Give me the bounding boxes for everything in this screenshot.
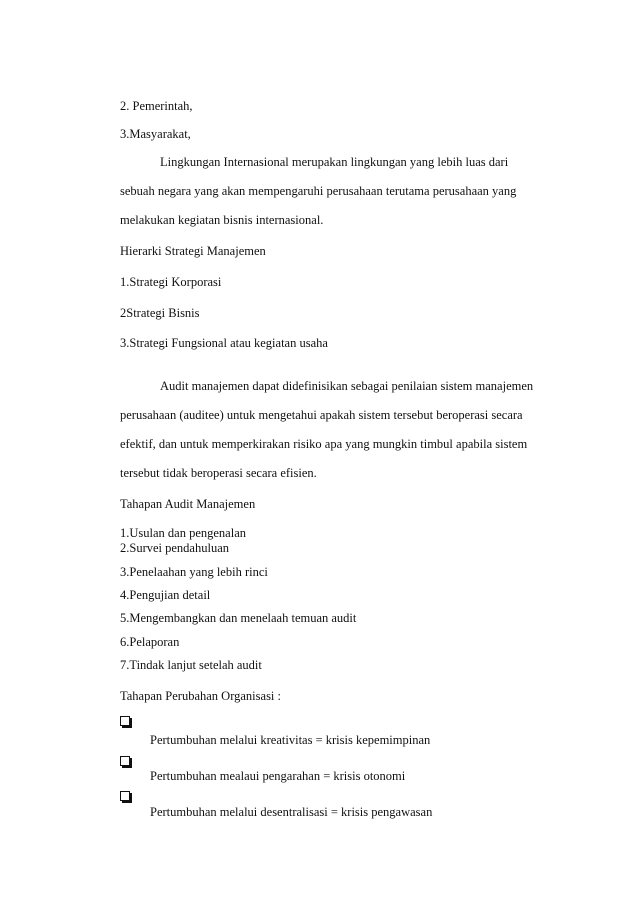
bullet-item: Pertumbuhan melalui desentralisasi = krisis pengawasan	[150, 805, 433, 819]
bullet-item: Pertumbuhan mealaui pengarahan = krisis otonomi	[150, 769, 406, 783]
list-item: 2.Survei pendahuluan	[120, 541, 230, 555]
list-item: 3.Penelaahan yang lebih rinci	[120, 565, 268, 579]
list-item: 3.Strategi Fungsional atau kegiatan usaha	[120, 336, 328, 350]
checkbox-bullet-icon	[120, 716, 130, 726]
list-item: 2Strategi Bisnis	[120, 306, 200, 320]
section-heading: Hierarki Strategi Manajemen	[120, 244, 266, 258]
list-item: 1.Usulan dan pengenalan	[120, 526, 247, 540]
text-line: 2. Pemerintah,	[120, 99, 193, 113]
paragraph-line: perusahaan (auditee) untuk mengetahui apakah sistem tersebut beroperasi secara	[120, 408, 523, 422]
list-item: 5.Mengembangkan dan menelaah temuan audit	[120, 611, 357, 625]
paragraph-line: Lingkungan Internasional merupakan lingkungan yang lebih luas dari	[160, 155, 509, 169]
section-heading: Tahapan Perubahan Organisasi :	[120, 689, 281, 703]
paragraph-line: sebuah negara yang akan mempengaruhi perusahaan terutama perusahaan yang	[120, 184, 517, 198]
paragraph-line: Audit manajemen dapat didefinisikan sebagai penilaian sistem manajemen	[160, 379, 534, 393]
bullet-item: Pertumbuhan melalui kreativitas = krisis kepemimpinan	[150, 733, 431, 747]
checkbox-bullet-icon	[120, 756, 130, 766]
checkbox-bullet-icon	[120, 791, 130, 801]
section-heading: Tahapan Audit Manajemen	[120, 497, 256, 511]
paragraph-line: melakukan kegiatan bisnis internasional.	[120, 213, 324, 227]
list-item: 1.Strategi Korporasi	[120, 275, 222, 289]
paragraph-line: efektif, dan untuk memperkirakan risiko apa yang mungkin timbul apabila sistem	[120, 437, 528, 451]
list-item: 7.Tindak lanjut setelah audit	[120, 658, 262, 672]
list-item: 4.Pengujian detail	[120, 588, 211, 602]
list-item: 6.Pelaporan	[120, 635, 180, 649]
text-line: 3.Masyarakat,	[120, 127, 191, 141]
paragraph-line: tersebut tidak beroperasi secara efisien.	[120, 466, 317, 480]
